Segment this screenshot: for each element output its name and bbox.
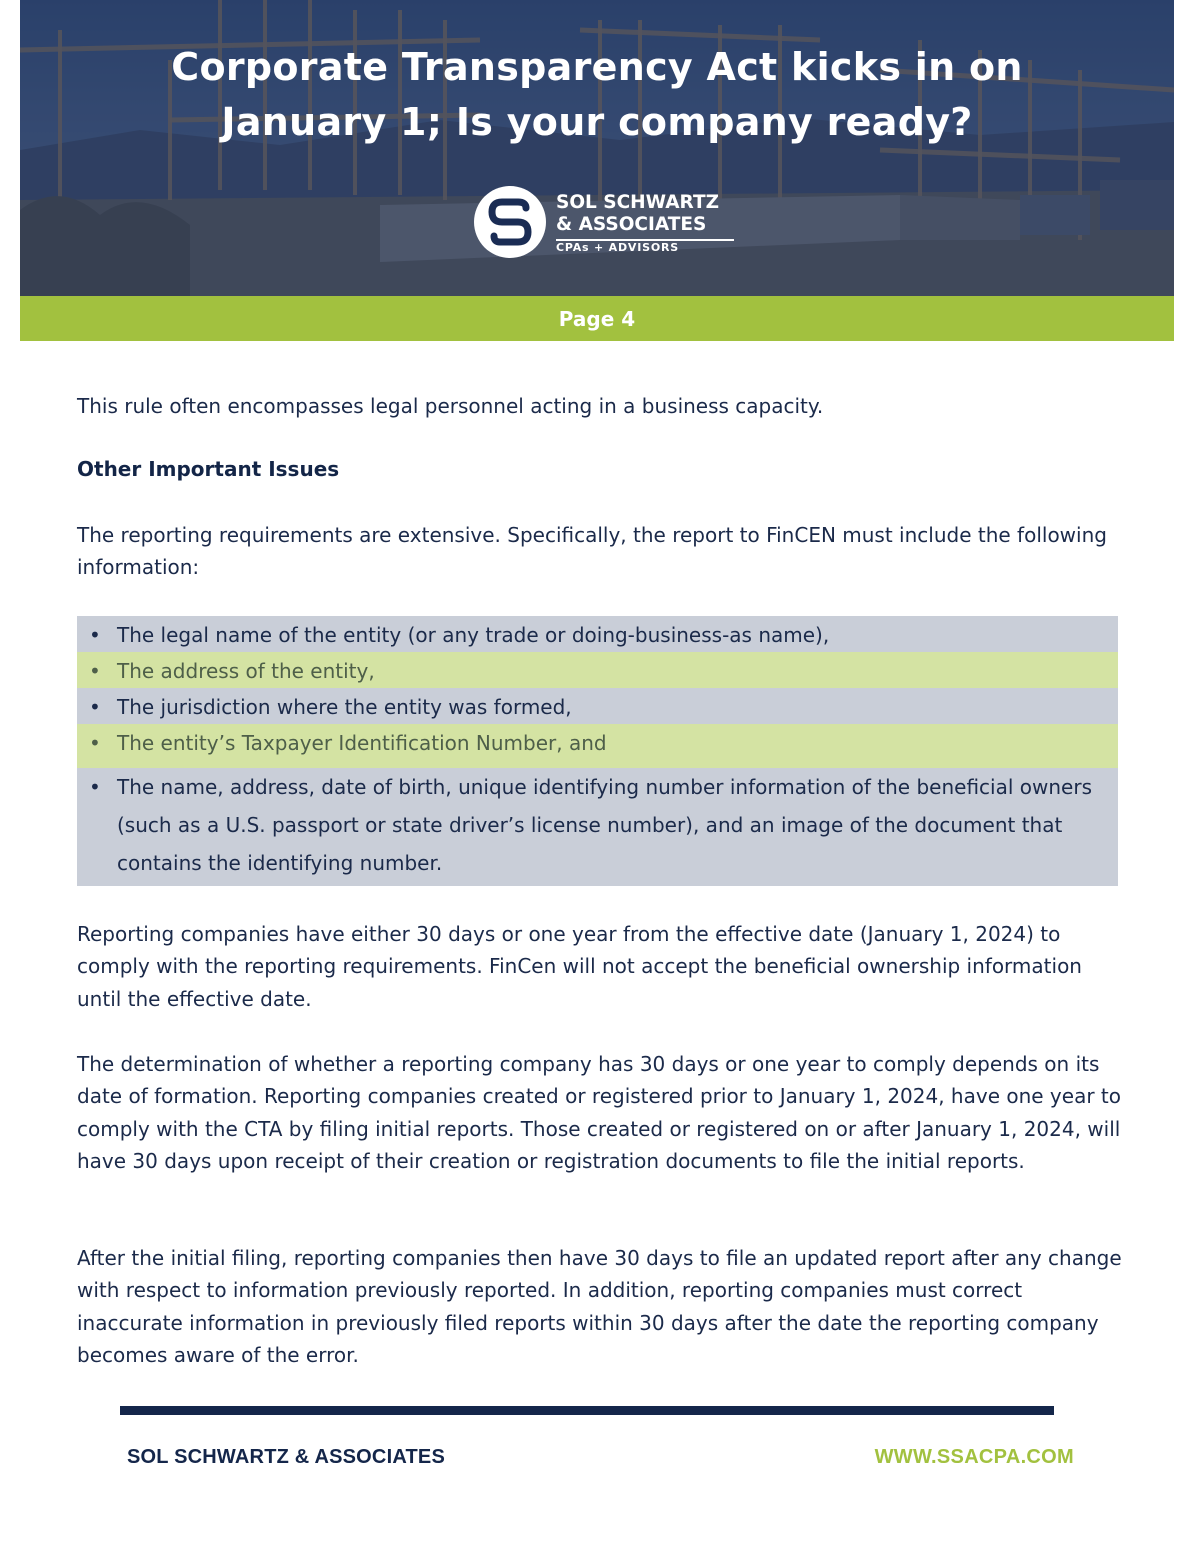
bullet-icon: • [89,695,101,719]
list-item [77,688,1118,724]
list-item [77,768,1118,886]
list-item-text: The jurisdiction where the entity was formed, [117,695,572,719]
paragraph-effective-date: Reporting companies have either 30 days or one year from the effective date (January 1, 2024) to comply with the reporting requirements. FinCen will not accept the beneficial ownership information until the effective date. [77,922,1082,1011]
list-item-text: The address of the entity, [117,659,375,683]
list-item [77,724,1118,768]
footer-website-link[interactable]: WWW.SSACPA.COM [874,1446,1074,1468]
list-item-text: The entity’s Taxpayer Identification Number, and [117,731,607,755]
footer-company-name: SOL SCHWARTZ & ASSOCIATES [127,1446,445,1468]
page-title [20,40,1174,150]
logo-tagline: CPAs + ADVISORS [556,241,679,254]
requirements-intro: The reporting requirements are extensive. Specifically, the report to FinCEN must include the following information: [77,523,1107,580]
paragraph-updates: After the initial filing, reporting companies then have 30 days to file an updated report after any change with respect to information previously reported. In addition, reporting companies must correct inaccurate information in previously filed reports within 30 days after the date the reporting company becomes aware of the error. [77,1246,1122,1368]
list-item-text: The legal name of the entity (or any trade or doing-business-as name), [117,623,830,647]
logo-name-line-1: SOL SCHWARTZ [556,192,720,213]
title-line-1: Corporate Transparency Act kicks in on [171,45,1023,89]
list-item [77,616,1118,652]
bullet-icon: • [89,775,101,799]
bullet-icon: • [89,659,101,683]
bullet-icon: • [89,731,101,755]
header-banner [20,0,1174,296]
footer-divider [120,1406,1054,1415]
company-logo [474,186,744,260]
logo-s-icon [474,186,546,258]
requirements-list [77,616,1118,886]
list-item-text: The name, address, date of birth, unique identifying number information of the beneficial owners (such as a U.S. passport or state driver’s license number), and an image of the document that contains the identifying number. [117,775,1092,875]
paragraph-formation-date: The determination of whether a reporting company has 30 days or one year to comply depends on its date of formation. Reporting companies created or registered prior to January 1, 2024, have one year to comply with the CTA by filing initial reports. Those created or registered on or after January 1, 2024, will have 30 days upon receipt of their creation or registration documents to file the initial reports. [77,1052,1121,1174]
page-number-band: Page 4 [20,296,1174,341]
section-heading: Other Important Issues [77,457,340,481]
logo-name-line-2: & ASSOCIATES [556,214,707,235]
bullet-icon: • [89,623,101,647]
title-line-2: January 1; Is your company ready? [221,100,973,144]
list-item [77,652,1118,688]
intro-paragraph: This rule often encompasses legal personnel acting in a business capacity. [77,394,824,418]
